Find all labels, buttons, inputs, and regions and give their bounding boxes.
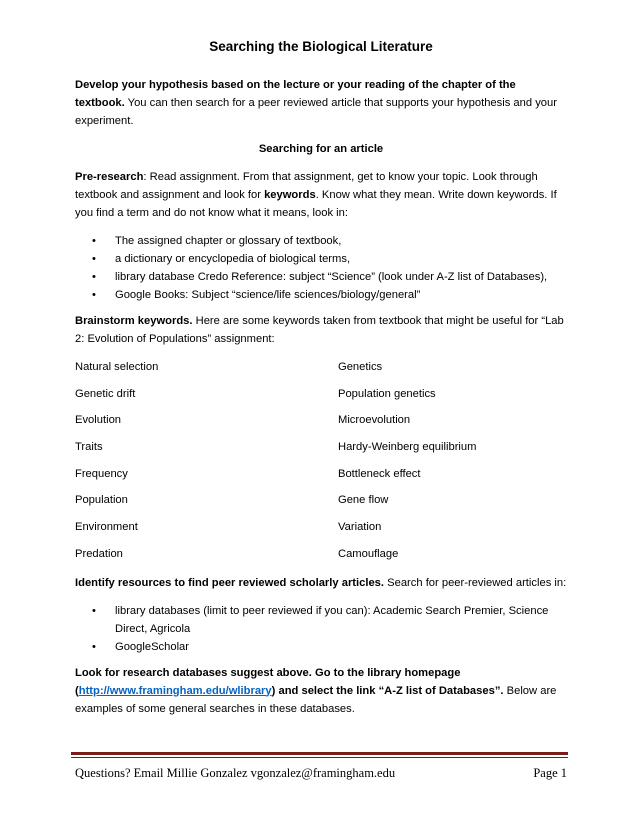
document-body <box>75 38 567 728</box>
identify-paragraph <box>75 574 567 592</box>
keyword-cell: Population <box>75 494 128 507</box>
intro-rest: You can then search for a peer reviewed article that supports your hypothesis and your experiment. <box>75 97 557 127</box>
list-item: • GoogleScholar <box>115 638 567 656</box>
list-item: • library database Credo Reference: subject “Science” (look under A-Z list of Databases), <box>115 268 567 286</box>
section-heading: Searching for an article <box>258 143 384 155</box>
table-row <box>75 411 567 438</box>
keyword-cell: Environment <box>75 521 138 534</box>
keyword-cell: Traits <box>75 441 103 454</box>
list-item: • a dictionary or encyclopedia of biological terms, <box>115 250 567 268</box>
footer-rule-thin <box>71 757 568 758</box>
table-row <box>75 545 567 572</box>
lookfor-rest: Below are examples of some general searches in these databases. <box>75 684 557 715</box>
brainstorm-text: Here are some keywords taken from textbook that might be useful for “Lab 2: Evolution of Populations” assignment: <box>75 315 564 345</box>
page-title: Searching the Biological Literature <box>209 39 433 54</box>
lookfor-paragraph <box>75 664 567 718</box>
list-item: • The assigned chapter or glossary of textbook, <box>115 232 567 250</box>
keyword-cell: Hardy-Weinberg equilibrium <box>338 441 477 454</box>
lookfor-bold2: ) and select the link “A-Z list of Databases”. <box>271 684 504 697</box>
page-number: Page 1 <box>533 766 567 780</box>
list-item: • Google Books: Subject “science/life sciences/biology/general” <box>115 286 567 304</box>
preresearch-text1: : Read assignment. From that assignment, get to know your topic. Look through textbook and assignment and look for <box>75 171 538 201</box>
page-footer <box>75 765 567 781</box>
table-row <box>75 518 567 545</box>
identify-label: Identify resources to find peer reviewed scholarly articles. <box>75 576 385 589</box>
brainstorm-label: Brainstorm keywords. <box>75 315 193 327</box>
keyword-cell: Population genetics <box>338 387 436 400</box>
keyword-cell: Predation <box>75 547 123 560</box>
preresearch-paragraph <box>75 168 567 222</box>
keyword-cell: Bottleneck effect <box>338 467 421 480</box>
brainstorm-paragraph <box>75 312 567 348</box>
lookup-list <box>75 232 567 304</box>
keywords-table <box>75 358 567 572</box>
keyword-cell: Natural selection <box>75 361 159 373</box>
keyword-cell: Camouflage <box>338 547 399 560</box>
list-item: • library databases (limit to peer reviewed if you can): Academic Search Premier, Science Direct, Agricola <box>115 602 567 638</box>
keyword-cell: Evolution <box>75 414 122 427</box>
keyword-cell: Variation <box>338 521 382 534</box>
intro-bold: Develop your hypothesis based on the lecture or your reading of the chapter of the textbook. <box>75 79 516 109</box>
table-row <box>75 385 567 412</box>
preresearch-keywords: keywords <box>264 189 316 201</box>
table-row <box>75 438 567 465</box>
preresearch-text2: . Know what they mean. Write down keywords. If you find a term and do not know what it means, look in: <box>75 189 557 219</box>
keyword-cell: Frequency <box>75 467 128 480</box>
table-row <box>75 465 567 492</box>
preresearch-label: Pre-research <box>75 171 144 183</box>
table-row <box>75 491 567 518</box>
table-row <box>75 358 567 385</box>
resource-list <box>75 602 567 656</box>
keyword-cell: Genetic drift <box>75 387 136 400</box>
footer-rule-thick <box>71 752 568 755</box>
identify-text: Search for peer-reviewed articles in: <box>384 576 567 589</box>
intro-paragraph <box>75 76 567 130</box>
keyword-cell: Gene flow <box>338 494 389 507</box>
footer-contact: Questions? Email Millie Gonzalez vgonzalez@framingham.edu <box>75 766 396 780</box>
library-homepage-link[interactable]: http://www.framingham.edu/wlibrary <box>78 684 272 697</box>
lookfor-bold1: Look for research databases suggest above. Go to the library homepage ( <box>75 666 461 697</box>
keyword-cell: Microevolution <box>338 414 411 427</box>
keyword-cell: Genetics <box>338 361 383 373</box>
